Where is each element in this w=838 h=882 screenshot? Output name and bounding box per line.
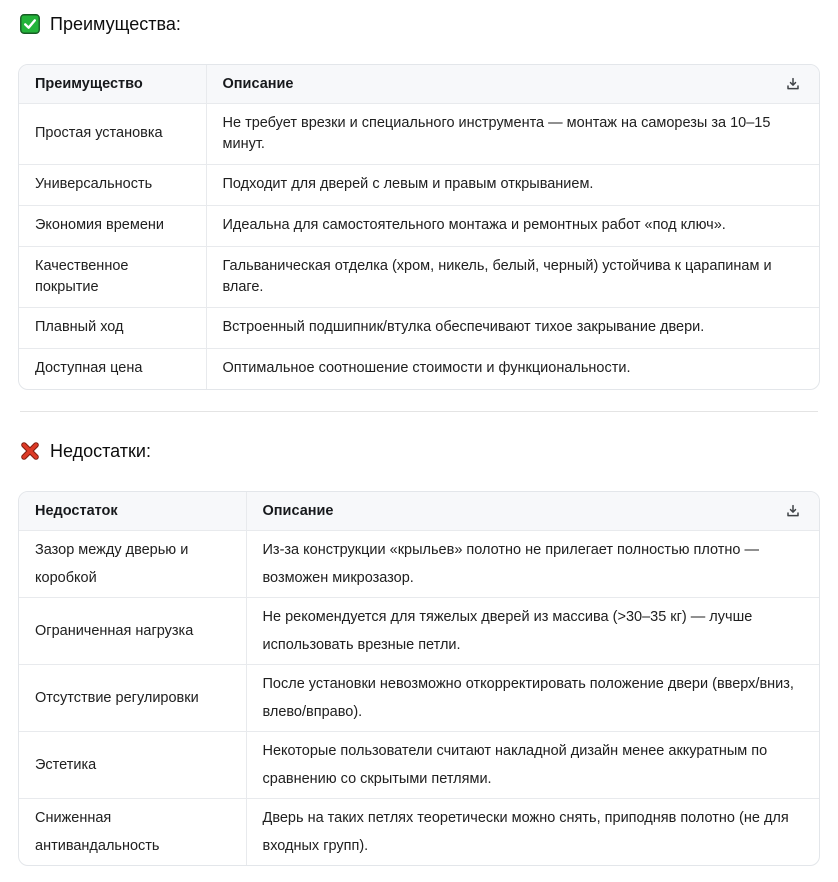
description-cell: Гальваническая отделка (хром, никель, белый, черный) устойчива к царапинам и влаге. — [206, 246, 819, 307]
table-row — [19, 530, 819, 597]
disadvantage-cell: Сниженная антивандальность — [19, 798, 246, 865]
table-row — [19, 731, 819, 798]
section-divider — [20, 411, 818, 412]
table-row — [19, 664, 819, 731]
download-table-button[interactable] — [783, 501, 803, 521]
disadvantages-heading — [20, 439, 820, 463]
description-cell: Некоторые пользователи считают накладной дизайн менее аккуратным по сравнению со скрытыми петлями. — [246, 731, 819, 798]
table-row — [19, 307, 819, 348]
description-cell: Не рекомендуется для тяжелых дверей из массива (>30–35 кг) — лучше использовать врезные петли. — [246, 597, 819, 664]
disadvantage-cell: Зазор между дверью и коробкой — [19, 530, 246, 597]
advantages-heading-label: Преимущества: — [50, 14, 181, 34]
disadvantage-cell: Эстетика — [19, 731, 246, 798]
description-cell: Идеальна для самостоятельного монтажа и ремонтных работ «под ключ». — [206, 205, 819, 246]
download-icon — [785, 503, 801, 519]
table-header-row — [19, 65, 819, 103]
column-header-description: Описание — [246, 492, 819, 530]
description-cell: Подходит для дверей с левым и правым открыванием. — [206, 164, 819, 205]
download-icon — [785, 76, 801, 92]
column-header-disadvantage: Недостаток — [19, 492, 246, 530]
advantage-cell: Качественное покрытие — [19, 246, 206, 307]
disadvantages-heading-label: Недостатки: — [50, 441, 151, 461]
column-header-description: Описание — [206, 65, 819, 103]
advantage-cell: Экономия времени — [19, 205, 206, 246]
disadvantages-table — [18, 491, 820, 866]
description-cell: Из-за конструкции «крыльев» полотно не прилегает полностью плотно — возможен микрозазор. — [246, 530, 819, 597]
download-table-button[interactable] — [783, 74, 803, 94]
cross-mark-emoji — [20, 441, 40, 461]
advantage-cell: Универсальность — [19, 164, 206, 205]
table-row — [19, 246, 819, 307]
check-mark-emoji — [20, 14, 40, 34]
table-header-row — [19, 492, 819, 530]
table-row — [19, 597, 819, 664]
advantage-cell: Доступная цена — [19, 348, 206, 389]
table-row — [19, 103, 819, 164]
description-cell: Не требует врезки и специального инструмента — монтаж на саморезы за 10–15 минут. — [206, 103, 819, 164]
table-row — [19, 164, 819, 205]
advantage-cell: Простая установка — [19, 103, 206, 164]
disadvantage-cell: Отсутствие регулировки — [19, 664, 246, 731]
advantages-table — [18, 64, 820, 390]
description-cell: После установки невозможно откорректировать положение двери (вверх/вниз, влево/вправо). — [246, 664, 819, 731]
description-cell: Дверь на таких петлях теоретически можно снять, приподняв полотно (не для входных групп). — [246, 798, 819, 865]
description-cell: Встроенный подшипник/втулка обеспечивают тихое закрывание двери. — [206, 307, 819, 348]
table-row — [19, 348, 819, 389]
table-row — [19, 798, 819, 865]
column-header-advantage: Преимущество — [19, 65, 206, 103]
description-cell: Оптимальное соотношение стоимости и функциональности. — [206, 348, 819, 389]
table-row — [19, 205, 819, 246]
advantage-cell: Плавный ход — [19, 307, 206, 348]
disadvantage-cell: Ограниченная нагрузка — [19, 597, 246, 664]
advantages-heading — [20, 12, 820, 36]
